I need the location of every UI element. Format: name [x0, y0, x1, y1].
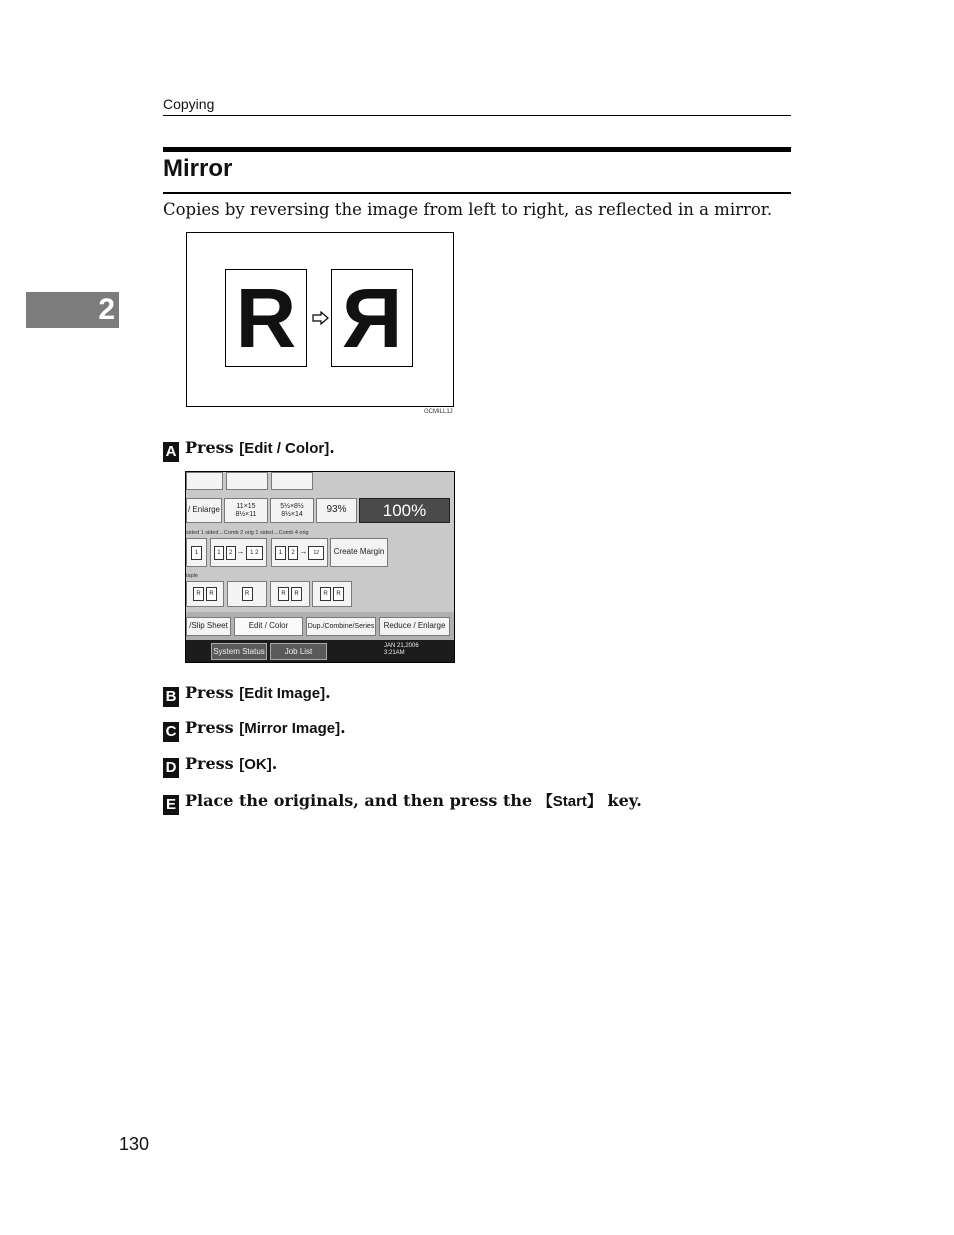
figure-code: GCMILL1J	[424, 409, 453, 415]
function-tab-row	[186, 612, 455, 640]
date-time	[384, 643, 419, 657]
staple-label: taple	[186, 573, 198, 579]
staple-top-left-button[interactable]	[186, 581, 224, 607]
page-icon: R	[291, 587, 302, 601]
tab-edit-color[interactable]: Edit / Color	[234, 617, 303, 636]
sided-button[interactable]	[186, 538, 207, 567]
page-icon: 1 2	[246, 546, 264, 560]
title-top-bar	[163, 147, 791, 152]
intro-text: Copies by reversing the image from left to right, as reflected in a mirror.	[163, 200, 773, 219]
panel-top-button[interactable]	[186, 472, 223, 490]
page-icon: R	[206, 587, 217, 601]
panel-top-button[interactable]	[226, 472, 268, 490]
page-icon: R	[278, 587, 289, 601]
key-label: [Edit / Color]	[239, 440, 330, 457]
system-status-button[interactable]: System Status	[211, 643, 267, 660]
step-number: D	[163, 758, 179, 778]
step-4: D Press [OK].	[163, 754, 277, 778]
chapter-tab: 2	[26, 292, 119, 328]
job-list-button[interactable]: Job List	[270, 643, 327, 660]
step-5: E Place the originals, and then press the 【Start】 key.	[163, 790, 642, 815]
create-margin-button[interactable]: Create Margin	[330, 538, 388, 567]
page-icon: R	[193, 587, 204, 601]
mirrored-letter: R	[341, 271, 403, 365]
current-ratio-display: 100%	[359, 498, 450, 523]
arrow-right-icon	[312, 311, 330, 325]
date-text: JAN 21,2006	[384, 643, 419, 649]
key-label: [Edit Image]	[239, 685, 326, 702]
step-2: B Press [Edit Image].	[163, 683, 331, 707]
step-1: A Press [Edit / Color].	[163, 438, 335, 462]
tab-dup-combine-series[interactable]: Dup./Combine/Series	[306, 617, 376, 636]
enlarge-button[interactable]: / Enlarge	[186, 498, 222, 523]
status-bar	[186, 640, 455, 663]
page-icon: 12	[308, 546, 324, 560]
page-icon: 1	[275, 546, 286, 560]
ratio-button-letter[interactable]: 11×15 8½×11	[224, 498, 268, 523]
key-label: [Mirror Image]	[239, 720, 341, 737]
page-icon: R	[320, 587, 331, 601]
copier-control-panel	[185, 471, 455, 663]
step-number: B	[163, 687, 179, 707]
page-icon: R	[242, 587, 253, 601]
original-page	[225, 269, 307, 367]
sided-label: sided 1 sided→Comb 2 orig 1 sided→Comb 4 orig	[186, 530, 309, 536]
page-icon: R	[333, 587, 344, 601]
key-label: 【Start】	[537, 793, 602, 810]
running-header: Copying	[163, 96, 215, 112]
ratio-button-93[interactable]: 93%	[316, 498, 357, 523]
page-icon: 2	[226, 546, 236, 560]
step-number: A	[163, 442, 179, 462]
time-text: 3:21AM	[384, 650, 405, 657]
page-icon: 1	[214, 546, 224, 560]
page-icon: 1	[191, 546, 202, 560]
header-rule	[163, 115, 791, 116]
combine-2-button[interactable]: 1 2 → 1 2	[210, 538, 267, 567]
staple-right-button[interactable]	[312, 581, 352, 607]
tab-slip-sheet[interactable]: /Slip Sheet	[186, 617, 231, 636]
panel-top-button[interactable]	[271, 472, 313, 490]
staple-top-button[interactable]	[227, 581, 267, 607]
page-number: 130	[119, 1134, 150, 1154]
page-icon: 2	[288, 546, 299, 560]
original-letter: R	[235, 271, 297, 365]
section-title: Mirror	[163, 155, 233, 182]
ratio-button-legal[interactable]: 5½×8½ 8½×14	[270, 498, 314, 523]
mirrored-page	[331, 269, 413, 367]
step-number: C	[163, 722, 179, 742]
mirror-illustration	[186, 232, 454, 407]
title-rule	[163, 192, 791, 194]
key-label: [OK]	[239, 756, 272, 773]
combine-4-button[interactable]: 1 2 → 12	[271, 538, 328, 567]
step-number: E	[163, 795, 179, 815]
staple-two-button[interactable]	[270, 581, 310, 607]
step-3: C Press [Mirror Image].	[163, 718, 346, 742]
tab-reduce-enlarge[interactable]: Reduce / Enlarge	[379, 617, 450, 636]
